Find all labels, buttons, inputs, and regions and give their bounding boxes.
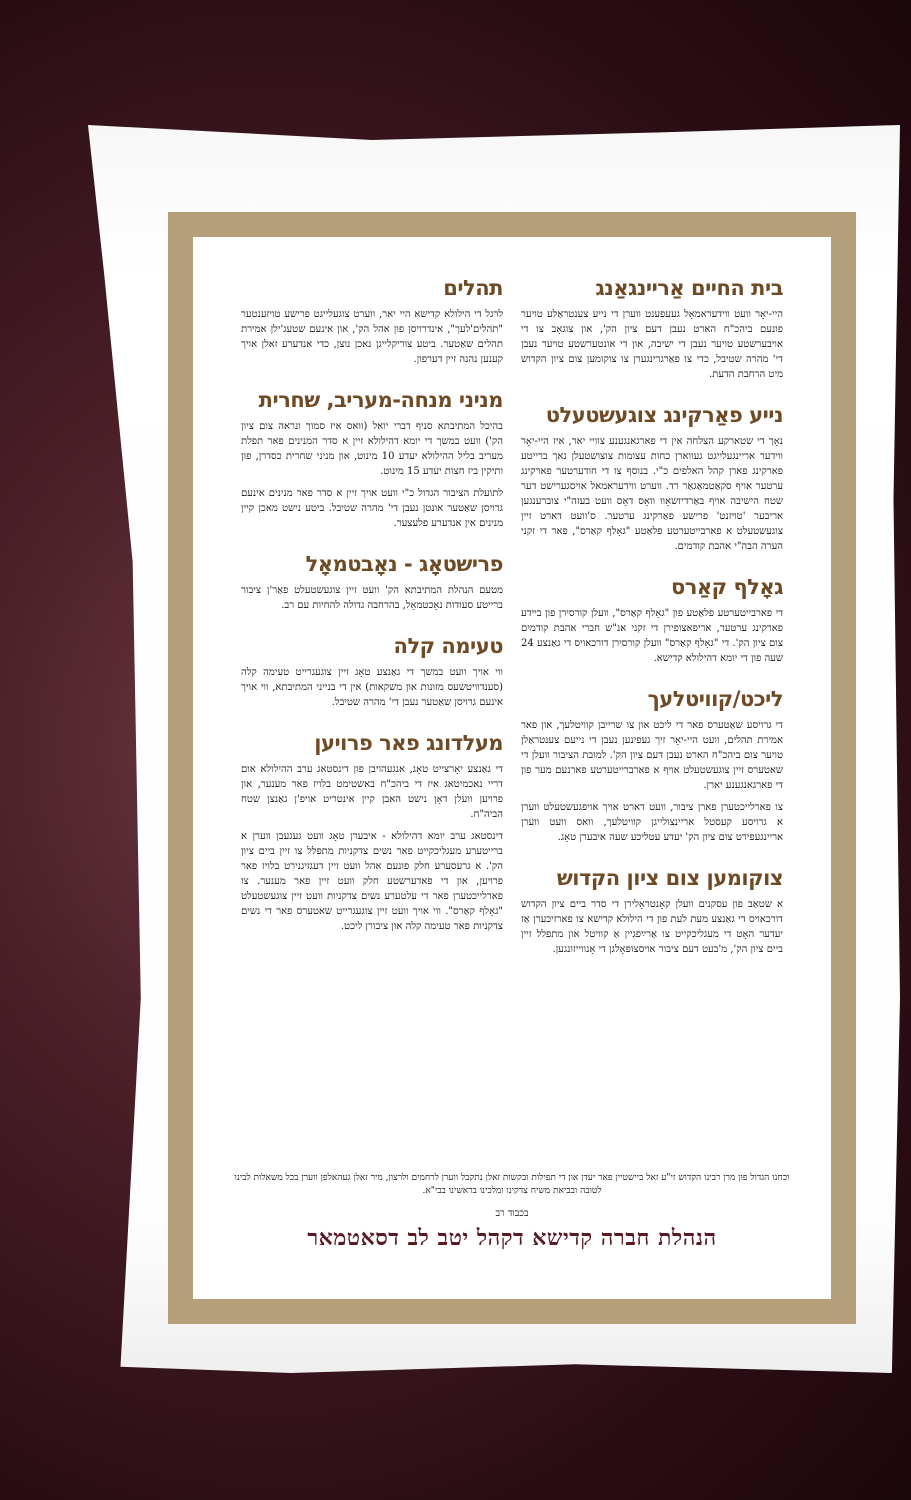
section-paragraph: די גרויסע שאַטערס פאר די ליכט און צו שרייבן קוויטלעך, און פאר אמירת תהלים, וועט היי-יאָר זיך געפינען נעבן די נייעם צענטראַלן טויער צום ביהכ"ח הארט נעבן דעם ציון הק'. למובת הציבור וועלן די שאטערס זיין צוגעשטעלט אויף א פארברייטערטע פארנעם מער פון די פארגאנגענע יארן. xyxy=(521,720,783,791)
section-title: פרישטאָג - נאָבטמאָל xyxy=(305,552,503,576)
section-title: תהלים xyxy=(443,276,503,300)
notice-section xyxy=(241,275,503,367)
section-paragraph: דינסטאג ערב יומא דהילולא - איבערן טאָג וועט געגעבן ווערן א ברייטערע מעגליכקייט פאר נשים צדקניות מתפלל צו זיין ביים ציון הק'. א גרעסערע חלק פונעם אהל וועט זיין דעגזיגנירט בלויז פאר פרויען, און די פאדערשטע חלק וועט זיין פאר מענער. צו פארלייכטערן פאר די עלטערע נשים צדקניות וועט זיין צוגעשטעלט "גאָלף קאַרס". ווי אויך וועט זיין צוגעגרייט שאטערס פאר די נשים צדקניות פאר טעימה קלה און ציבורן ליכט. xyxy=(241,831,503,932)
notice-body xyxy=(193,237,831,1299)
section-paragraph: לתועלת הציבור הגדול כ"י וועט אויך זיין א סדר פאר מנינים אינעם גרויסן שאַטער אונטן נעבן די' מהרה שטיבל. ביטע נישט מאכן קיין מנינים אין אנדערע פלעצער. xyxy=(241,488,503,529)
section-paragraph: מטעם הנהלת המתיבתא הק' וועט זיין צוגעשטעלט פאַר'ן ציבור ברייטע סעודות נאָכטמאָל, בהרחבה גדולה להחיות עם רב. xyxy=(241,585,503,611)
notice-section xyxy=(521,865,783,957)
section-title: מניני מנחה-מעריב, שחרית xyxy=(258,388,503,412)
section-paragraph: ווי אויך וועט במשך די גאַנצע טאָג זיין צוגעגרייט טעימה קלה (סענדוויטשעס מזונות און משקאות) אין די בנייני המתיבתא, ווי אויך אינעם גרויסן שאַטער נעבן די' מהרה שטיבל. xyxy=(241,667,503,708)
section-paragraph: נאָך די שטארקע הצלחה אין די פארגאנגענע צוויי יאר, איז היי-יאָר ווידער אריינגעלייגט געווארן כחות עצומות צוצושטעלן נאך ברייטע פארקינג פארן קהל האלפים כ"י. בנוסף צו די חודערטער פארקינג ערטער אויף סקאַטמאַגאַר רד. ווערט ווידעראמאל אויסגערישט דער שטח הישיבה אויף באַרדיזשאָוו וואָס דאָס וועט בעזה"י צוברענגען אריבער 'טויזנט' פרישע פאַרקינג ערטער. ס'וועט דארט זיין צוגעשטעלט א פארבייטערטע פלאַטע "גאָלף קאַרס", פאר די זקני הערה הבה"י אהבת קודמים. xyxy=(521,436,783,552)
section-paragraph: די פארבייטערטע פלאַטע פון "גאָלף קאַרס", וועלן קורסירן פון ביידע פארקינג ערטער, אריפאצופירן די זקני אנ"ש חברי אהבת קודמים צום ציון הק'. די "גאָלף קאַרס" וועלן קורסירן דורכאויס די גאַנצע 24 שעה פון די יומא דהילולא קדישא. xyxy=(521,608,783,664)
notice-section xyxy=(521,686,783,845)
notice-section xyxy=(521,574,783,666)
section-title: ליכט/קוויטלעך xyxy=(647,687,783,711)
notice-section xyxy=(521,275,783,382)
notice-section xyxy=(241,730,503,934)
notice-section xyxy=(521,402,783,554)
section-paragraph: א שטאַב פון עסקנים וועלן קאָנטראָלירן די סדר ביים ציון הקדוש דורכאויס די גאַנצע מעת לעת פון די הילולא קדישא צו פארזיכערן אַז יעדער האָט די מעגליכקייט צו אַרײַפגיין אַ קוויטל און מתפלל זיין ביים ציון הק', מ'בעט דעם ציבור אויסצופאָלגן די אָנווייזונגען. xyxy=(521,899,783,955)
closing-blessing: וכחנו הגדול פון מרן רבינו הקדוש זי"ע זאל ביישטיין פאר יעדן און די תפילות ובקשות זאלן נתקבל ווערן לרחמים ולרצון, מיר זאלן געהאלפן ווערן בכל משאלות לבינו לטובה ובביאת משיח צדקינו ומלכינו בראשינו בבי"א. xyxy=(234,1173,790,1196)
notice-section xyxy=(241,551,503,613)
left-column xyxy=(241,275,503,1155)
section-title: גאָלף קאַרס xyxy=(670,575,783,599)
notice-section xyxy=(241,387,503,531)
right-column xyxy=(521,275,783,1155)
section-paragraph: היי-יאָר וועט ווידעראמאָל געעפענט ווערן די נייע צענטראַלע טויער פונעם ביהכ"ח הארט נעבן דעם ציון הק', און צוגאָב צו די אויבערשטע טויער נעבן די ישיבה, און די אונטערשטע טויער נעבן די' מהרה שטיבל, כדי צו פאַרגרינגערן צו צוקומען צום ציון הקדוש מיט הרחבת הדעת. xyxy=(521,309,783,380)
section-paragraph: די גאַנצע יאָרצייט טאָג, אנגעהויבן פון דינסטאג ערב ההילולא אום דריי נאכמיטאג איז די ביהכ"ח באשטימט בלויז פאר מענער, און פרויען וועלן דאָן נישט האבן קיין אינטריט אויפ'ן גאַנצן שטח הביה"ח. xyxy=(241,764,503,820)
section-paragraph: צו פארלייכטערן פארן ציבור, וועט דארט אויך אויפגעשטעלט ווערן א גרויסע קעסטל אריינצולייגן קוויטלעך, וואס וועט ווערן אריינגעפירט צום ציון הק' יעדע עטליכע שעה איבערן טאָג. xyxy=(521,802,783,843)
section-title: בית החיים אַריינגאַנג xyxy=(595,276,783,300)
section-title: טעימה קלה xyxy=(393,634,503,658)
section-title: נייע פאַרקינג צוגעשטעלט xyxy=(545,403,783,427)
notice-frame xyxy=(168,212,856,1324)
notice-section xyxy=(241,633,503,710)
section-title: צוקומען צום ציון הקדוש xyxy=(556,866,783,890)
section-title: מעלדונג פאר פרויען xyxy=(314,731,503,755)
honor-line: בכבוד רב xyxy=(495,1208,529,1219)
notice-footer xyxy=(233,1172,791,1251)
notice-columns xyxy=(241,275,783,1155)
section-paragraph: בהיכל המתיבתא סניף דברי יואל (וואס איז סמוך ונראה צום ציון הק') וועט במשך די יומא דהילולא זיין א סדר המנינים פאר תפלת מעריב בליל ההילולא יעדע 10 מינוט, און מניני שחרית כסדרן, פון ותיקין ביז חצות יעדע 15 מינוט. xyxy=(241,421,503,477)
signature: הנהלת חברה קדישא דקהל יטב לב דסאטמאר xyxy=(307,1225,717,1251)
section-paragraph: לרגל די הילולא קדישא היי יאר, ווערט צוגעלייגט פרישע טויזענטער "תהלים'לעך", אינדרויסן פון אהל הק', און אינעם שטעג'ילן אמירת תהלים שאַטער. ביטע צוריקלייגן נאכן נוצן, כדי אנדערע זאלן אויך קענען נהנה זיין דערפון. xyxy=(241,309,503,365)
